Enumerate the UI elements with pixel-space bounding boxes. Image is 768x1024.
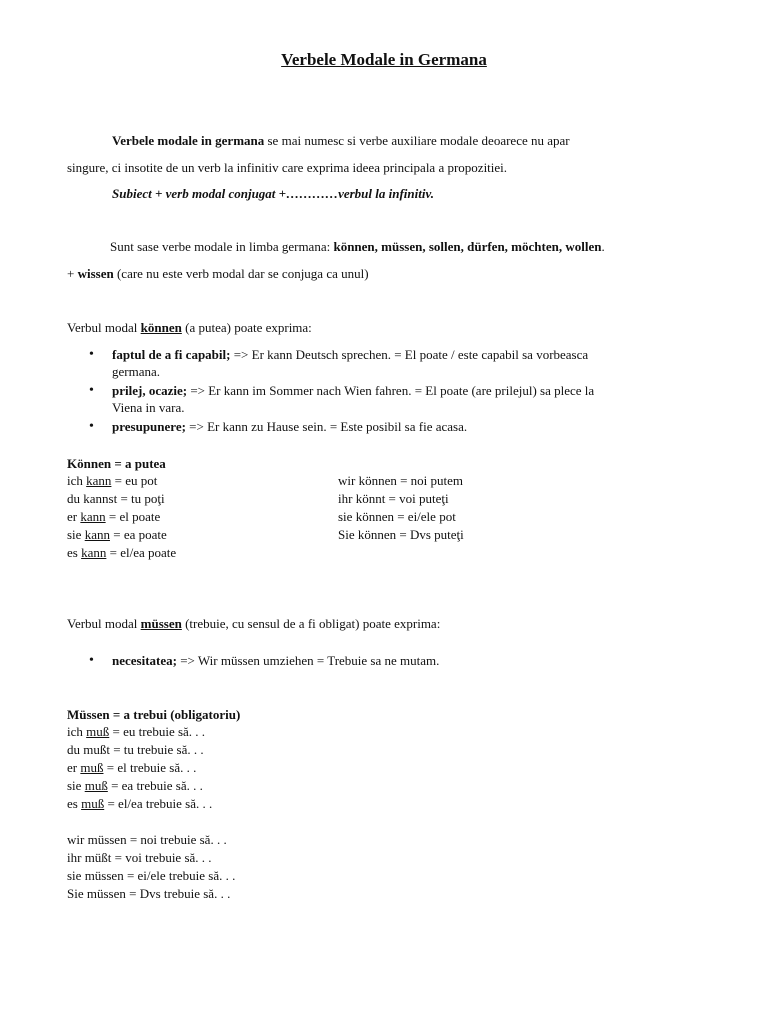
muessen-verb: müssen (140, 616, 182, 631)
translation: = el/ea poate (106, 545, 177, 560)
koennen-bullet-3 (112, 418, 467, 435)
verb-form: muß (80, 760, 104, 775)
six-verbs-line (110, 238, 605, 255)
koennen-intro-pre: Verbul modal (67, 320, 141, 335)
muessen-bullet (112, 652, 439, 669)
muessen-row (67, 777, 203, 794)
wissen-word: wissen (77, 266, 114, 281)
muessen-plural-row: ihr müßt = voi trebuie să. . . (67, 850, 212, 865)
bullet-label: presupunere; (112, 419, 186, 434)
bullet-dot: • (89, 347, 94, 362)
verb-form: kann (81, 545, 107, 560)
muessen-row (67, 759, 196, 776)
six-verbs-list: können, müssen, sollen, dürfen, möchten, wollen (333, 239, 602, 254)
intro-line-1-rest: se mai numesc si verbe auxiliare modale deoarece nu apar (264, 133, 570, 148)
pronoun: du mußt = tu trebuie să. . . (67, 742, 204, 757)
verb-form: kann (86, 473, 112, 488)
verb-form: muß (86, 724, 110, 739)
bullet-text: => Er kann Deutsch sprechen. = El poate / este capabil sa vorbeasca (230, 347, 589, 362)
koennen-intro (67, 319, 312, 336)
muessen-row (67, 741, 204, 758)
page-title: Verbele Modale in Germana (281, 50, 487, 69)
muessen-intro (67, 615, 440, 632)
koennen-plural-row: sie können = ei/ele pot (338, 509, 456, 524)
bullet-text: => Wir müssen umziehen = Trebuie sa ne mutam. (176, 653, 440, 668)
wissen-plus: + (67, 266, 78, 281)
translation: = el trebuie să. . . (103, 760, 197, 775)
koennen-plural-row: ihr könnt = voi puteţi (338, 491, 449, 506)
koennen-row (67, 526, 167, 543)
koennen-plural-row: Sie können = Dvs puteţi (338, 527, 464, 542)
muessen-intro-pre: Verbul modal (67, 616, 141, 631)
muessen-plural-row: Sie müssen = Dvs trebuie să. . . (67, 886, 231, 901)
bullet-label: faptul de a fi capabil; (112, 347, 231, 362)
muessen-plural-row: sie müssen = ei/ele trebuie să. . . (67, 868, 236, 883)
pronoun: du kannst = tu poţi (67, 491, 165, 506)
muessen-row (67, 795, 212, 812)
bullet-dot: • (89, 653, 94, 668)
koennen-verb: können (140, 320, 182, 335)
koennen-plural-row: wir können = noi putem (338, 473, 464, 488)
formula-part-b: verbul la infinitiv. (338, 186, 435, 201)
koennen-row (67, 490, 165, 507)
formula-line (112, 185, 434, 202)
pronoun: er (67, 509, 81, 524)
pronoun: ich (67, 724, 87, 739)
translation: = eu trebuie să. . . (109, 724, 206, 739)
intro-line-1 (112, 132, 570, 149)
translation: = el/ea trebuie să. . . (104, 796, 213, 811)
translation: = ea trebuie să. . . (107, 778, 203, 793)
verb-form: muß (81, 796, 105, 811)
six-verbs-end: . (601, 239, 605, 254)
koennen-row (67, 472, 157, 489)
translation: = eu pot (111, 473, 158, 488)
intro-bold-lead: Verbele modale in germana (112, 133, 265, 148)
verb-form: kann (80, 509, 106, 524)
pronoun: ich (67, 473, 87, 488)
pronoun: sie (67, 527, 85, 542)
koennen-intro-post: (a putea) poate exprima: (181, 320, 312, 335)
koennen-row (67, 544, 176, 561)
koennen-table-title-text: Können = a putea (67, 456, 166, 471)
bullet-dot: • (89, 383, 94, 398)
koennen-bullet-2 (112, 382, 594, 399)
muessen-table-title (67, 706, 240, 723)
wissen-note: (care nu este verb modal dar se conjuga ca unul) (113, 266, 369, 281)
pronoun: sie (67, 778, 85, 793)
bullet-label: prilej, ocazie; (112, 383, 188, 398)
intro-line-2: singure, ci insotite de un verb la infinitiv care exprima ideea principala a propozitiei. (67, 160, 508, 175)
pronoun: es (67, 796, 82, 811)
translation: = ea poate (109, 527, 167, 542)
muessen-table-title-text: Müssen = a trebui (obligatoriu) (67, 707, 241, 722)
verb-form: muß (84, 778, 108, 793)
translation: = el poate (105, 509, 161, 524)
bullet-text: => Er kann zu Hause sein. = Este posibil sa fie acasa. (185, 419, 468, 434)
six-verbs-lead: Sunt sase verbe modale in limba germana: (110, 239, 334, 254)
bullet-text: => Er kann im Sommer nach Wien fahren. = El poate (are prilejul) sa plece la (187, 383, 595, 398)
verb-form: kann (84, 527, 110, 542)
koennen-table-title (67, 455, 166, 472)
pronoun: er (67, 760, 81, 775)
bullet-dot: • (89, 419, 94, 434)
muessen-row (67, 723, 205, 740)
koennen-bullet-1-cont: germana. (112, 364, 161, 379)
pronoun: es (67, 545, 82, 560)
muessen-intro-post: (trebuie, cu sensul de a fi obligat) poate exprima: (181, 616, 441, 631)
bullet-label: necesitatea; (112, 653, 177, 668)
koennen-bullet-1 (112, 346, 588, 363)
koennen-row (67, 508, 160, 525)
koennen-bullet-2-cont: Viena in vara. (112, 400, 185, 415)
wissen-line (67, 265, 369, 282)
muessen-plural-row: wir müssen = noi trebuie să. . . (67, 832, 227, 847)
formula-part-a: Subiect + verb modal conjugat +………… (112, 186, 339, 201)
